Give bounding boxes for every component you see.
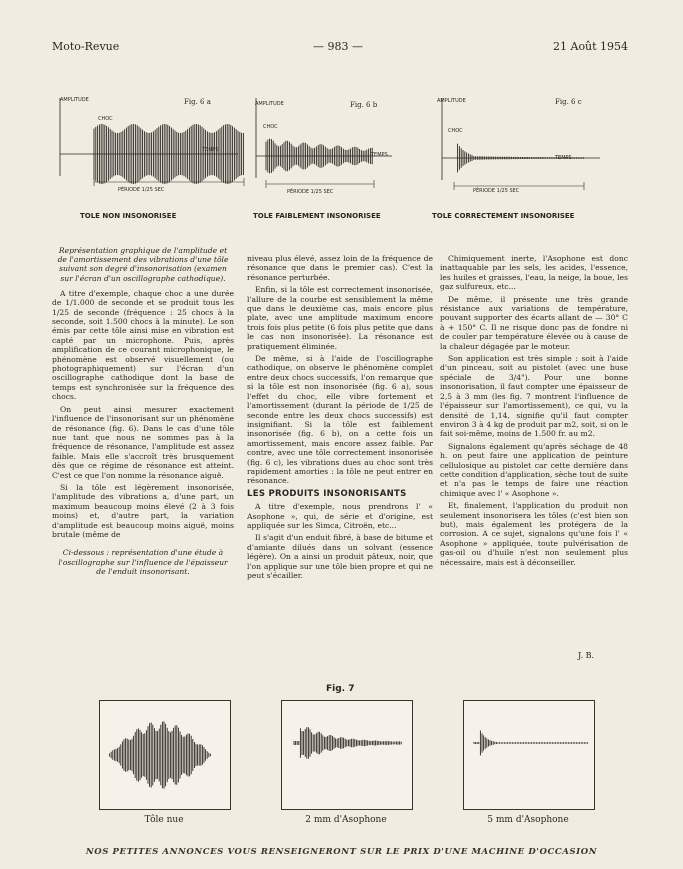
fig6c-periode-label: PÉRIODE 1/25 SEC — [473, 188, 520, 194]
footer-banner: NOS PETITES ANNONCES VOUS RENSEIGNERONT SUR LE PRIX D'UNE MACHINE D'OCCASION — [85, 847, 598, 857]
figure-7-trace-5mm — [474, 731, 588, 756]
column-2 — [247, 254, 433, 583]
figure-7-caption: Ci-dessous : représentation d'une étude à l'oscillographe sur l'influence de l'épaisseur de l'enduit insonorisant. — [58, 548, 228, 576]
fig6b-label: Fig. 6 b — [350, 101, 378, 109]
figure-7-title: Fig. 7 — [326, 684, 355, 694]
figure-7-trace-nue — [108, 721, 212, 788]
fig6a-choc-label: CHOC — [98, 116, 113, 122]
fig6c-label: Fig. 6 c — [555, 98, 582, 106]
paragraph: Et, finalement, l'application du produit non seulement insonorisera les tôles (c'est bien son but), mais également les protégera de la corrosion. A ce sujet, signalons qu'une fois l' « Asophone » appliquée, toute pulvérisation de gas-oil ou d'huile n'est non seulement plus nécessaire, mais est à déconseiller. — [440, 501, 628, 567]
paragraph: niveau plus élevé, assez loin de la fréquence de résonance que dans le premier cas). C'est la résonance perturbée. — [247, 254, 433, 282]
fig6a-periode-label: PÉRIODE 1/25 SEC — [118, 187, 165, 193]
paragraph: De même, il présente une très grande résistance aux variations de température, pouvant supporter des écarts allant de — 30° C à + 150° C. Il ne risque donc pas de fondre ni de couler par température élevée ou à cause de la chaleur dégagée par le moteur. — [440, 294, 628, 351]
paragraph: Signalons également qu'après séchage de 48 h. on peut faire une application de peinture cellulosique au pistolet car cette dernière dans cette condition d'application, sèche tout de suite et n'a pas le temps de faire une réaction chimique avec l' « Asophone ». — [440, 441, 628, 498]
paragraph: De même, si à l'aide de l'oscillographe cathodique, on observe le phénomène complet entre deux chocs successifs, l'on remarque que si la tôle est non insonorisée (fig. 6 a), sous l'effet du choc, elle vibre fortement et l'amortissement (durant la période de 1/25 de seconde entre les deux chocs successifs) est insignifiant. Si la tôle est faiblement insonorisée (fig. 6 b), on a cette fois un amortissement, mais encore assez faible. Par contre, avec une tôle correctement insonorisée (fig. 6 c), les vibrations dues au choc sont très rapidement amorties : la tôle ne peut entrer en résonance. — [247, 354, 433, 486]
figure-6-caption: Représentation graphique de l'amplitude et de l'amortissement des vibrations d'une tôle suivant son degré d'insonorisation (examen sur l'écran d'un oscillographe cathodique). — [57, 246, 229, 283]
figure-7-trace-1 — [100, 701, 230, 809]
paragraph: A titre d'exemple, nous prendrons l' « Asophone », qui, de série et d'origine, est appliquée sur les Simca, Citroën, etc... — [247, 502, 433, 530]
fig6c-amplitude-label: AMPLITUDE — [437, 98, 466, 104]
fig6b-caption: TOLE FAIBLEMENT INSONORISEE — [253, 212, 381, 220]
fig6c-temps-label: TEMPS — [555, 155, 572, 161]
paragraph: A titre d'exemple, chaque choc a une durée de 1/1.000 de seconde et se produit tous les 1/25 de seconde (fréquence : 25 chocs à la seconde, soit 1.500 chocs à la minute). Le son émis par cette tôle ainsi mise en vibration est capté par un microphone. Puis, après amplification de ce courant microphonique, le phénomène est observé visuellement (ou photographiquement) sur l'écran d'un oscillographe cathodique dont la base de temps est synchronisée sur la fréquence des chocs. — [52, 288, 234, 402]
figure-7-label-2: 2 mm d'Asophone — [305, 815, 387, 825]
fig6b-amplitude-label: AMPLITUDE — [255, 101, 284, 107]
fig6a-caption: TOLE NON INSONORISEE — [80, 212, 177, 220]
fig6a-temps-label: TEMPS — [202, 147, 219, 153]
fig6b-periode-label: PÉRIODE 1/25 SEC — [287, 189, 334, 195]
fig6a-amplitude-label: AMPLITUDE — [60, 97, 89, 103]
section-heading: LES PRODUITS INSONORISANTS — [247, 488, 407, 499]
fig6c-caption: TOLE CORRECTEMENT INSONORISEE — [432, 212, 575, 220]
paragraph: Son application est très simple : soit à l'aide d'un pinceau, soit au pistolet (avec une buse spéciale de 3/4"). Pour une bonne insonorisation, il faut compter une épaisseur de 2,5 à 3 mm (les fig. 7 montrent l'influence de l'épaisseur sur l'amortissement), ce qui, vu la densité de 1,14, signifie qu'il faut compter environ 3 à 4 kg de produit par m2, soit, si on le fait soi-même, moins de 1.500 fr. au m2. — [440, 354, 628, 439]
page-number: — 983 — — [313, 40, 363, 53]
column-3 — [440, 254, 628, 570]
magazine-name: Moto-Revue — [52, 40, 120, 53]
fig6b-temps-label: TEMPS — [371, 152, 388, 158]
fig6a-label: Fig. 6 a — [184, 98, 211, 106]
figure-7-trace-2mm — [294, 727, 401, 758]
paragraph: Si la tôle est légèrement insonorisée, l'amplitude des vibrations a, d'une part, un maximum beaucoup moins élevé (2 à 3 fois moins) et, d'autre part, la variation d'amplitude est beaucoup moins aiguë, moins brutale (même de — [52, 482, 234, 539]
author-signature: J. B. — [578, 651, 595, 660]
paragraph: On peut ainsi mesurer exactement l'influence de l'insonorisant sur un phénomène de résonance (fig. 6). Dans le cas d'une tôle nue tant que nous ne sommes pas à la fréquence de résonance, l'amplitude est assez faible. Mais elle s'accroît très brusquement dès que ce régime de résonance est atteint. C'est ce que l'on nomme la résonance aiguë. — [52, 404, 234, 480]
figure-7-panel-3 — [463, 700, 595, 810]
figure-7-panel-1 — [99, 700, 231, 810]
issue-date: 21 Août 1954 — [553, 40, 629, 53]
fig6b-choc-label: CHOC — [263, 124, 278, 130]
fig6c-choc-label: CHOC — [448, 128, 463, 134]
paragraph: Enfin, si la tôle est correctement insonorisée, l'allure de la courbe est sensiblement la même que dans le deuxième cas, mais encore plus plate, avec une amplitude maximum encore trois fois plus petite (6 fois plus petite que dans le cas non insonorisée). La résonance est pratiquement éliminée. — [247, 285, 433, 351]
paragraph: Il s'agit d'un enduit fibré, à base de bitume et d'amiante dilués dans un solvant (essence légère). On a ainsi un produit pâteux, noir, que l'on applique sur une tôle bien propre et qui ne peut s'écailler. — [247, 533, 433, 580]
figure-7-label-3: 5 mm d'Asophone — [487, 815, 569, 825]
figure-7-label-1: Tôle nue — [144, 815, 184, 825]
figure-7-panel-2 — [281, 700, 413, 810]
figure-7-trace-3 — [464, 701, 594, 809]
paragraph: Chimiquement inerte, l'Asophone est donc inattaquable par les sels, les acides, l'essence, les huiles et graisses, l'eau, la neige, la boue, les gaz sulfureux, etc... — [440, 254, 628, 292]
column-1 — [52, 246, 234, 576]
figure-7-trace-2 — [282, 701, 412, 809]
